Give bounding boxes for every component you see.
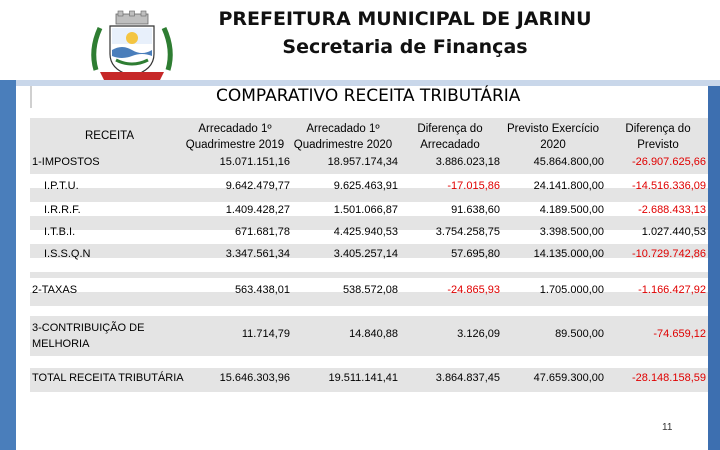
table-cell: -24.865,93	[447, 284, 500, 296]
table-cell: 18.957.174,34	[327, 156, 398, 168]
table-cell: 4.425.940,53	[333, 226, 398, 238]
left-accent-bar	[0, 80, 16, 450]
col-header-previsto: Previsto Exercício 2020	[506, 123, 600, 151]
table-cell: 3.347.561,34	[225, 248, 290, 260]
table-cell: 89.500,00	[555, 328, 604, 340]
table-cell: 671.681,78	[234, 226, 290, 238]
table-row-label: I.S.S.Q.N	[44, 248, 91, 260]
table-cell: 3.754.258,75	[435, 226, 500, 238]
table-cell: 57.695,80	[451, 248, 500, 260]
table-cell: 3.864.837,45	[435, 372, 500, 384]
table-row-label: I.R.R.F.	[44, 204, 81, 216]
table-row-label: 1-IMPOSTOS	[32, 156, 100, 168]
table-cell: -10.729.742,86	[631, 248, 706, 260]
table-row-label: I.P.T.U.	[44, 180, 79, 192]
table-cell: 14.135.000,00	[533, 248, 604, 260]
table-cell: -17.015,86	[447, 180, 500, 192]
table-cell: 9.625.463,91	[333, 180, 398, 192]
table-cell: 15.646.303,96	[219, 372, 290, 384]
table-cell: 3.398.500,00	[539, 226, 604, 238]
header-subtitle: Secretaria de Finanças	[282, 36, 528, 58]
report-title: COMPARATIVO RECEITA TRIBUTÁRIA	[216, 86, 521, 106]
table-cell: 1.027.440,53	[641, 226, 706, 238]
right-accent-bar	[708, 86, 720, 450]
col-header-arrecadado-2019: Arrecadado 1º Quadrimestre 2019	[185, 123, 285, 151]
table-row-label: 3-CONTRIBUIÇÃO DE MELHORIA	[32, 322, 145, 350]
row-separator	[30, 306, 708, 316]
col-header-receita: RECEITA	[85, 130, 134, 142]
table-cell: 1.705.000,00	[539, 284, 604, 296]
col-header-diferenca-arrecadado: Diferença do Arrecadado	[417, 123, 483, 151]
table-cell: 3.886.023,18	[435, 156, 500, 168]
row-separator	[30, 356, 708, 368]
table-cell: 4.189.500,00	[539, 204, 604, 216]
header-title: PREFEITURA MUNICIPAL DE JARINU	[218, 8, 592, 30]
thin-divider	[30, 86, 32, 108]
table-cell: 14.840,88	[349, 328, 398, 340]
table-cell: -2.688.433,13	[638, 204, 706, 216]
table-cell: -1.166.427,92	[638, 284, 706, 296]
table-cell: 1.409.428,27	[225, 204, 290, 216]
table-row-label: I.T.B.I.	[44, 226, 76, 238]
table-cell: 538.572,08	[342, 284, 398, 296]
table-row-label: 2-TAXAS	[32, 284, 78, 296]
revenue-table	[30, 118, 708, 392]
table-cell: -74.659,12	[653, 328, 706, 340]
row-separator	[30, 258, 708, 272]
table-cell: 1.501.066,87	[333, 204, 398, 216]
table-cell: 45.864.800,00	[533, 156, 604, 168]
col-header-arrecadado-2020: Arrecadado 1º Quadrimestre 2020	[293, 123, 393, 151]
table-row-label-total: TOTAL RECEITA TRIBUTÁRIA	[32, 372, 184, 384]
table-cell: -14.516.336,09	[631, 180, 706, 192]
table-cell: 91.638,60	[451, 204, 500, 216]
table-cell: 9.642.479,77	[225, 180, 290, 192]
table-cell: -28.148.158,59	[631, 372, 706, 384]
table-cell: 24.141.800,00	[533, 180, 604, 192]
table-cell: 15.071.151,16	[219, 156, 290, 168]
table-cell: 47.659.300,00	[533, 372, 604, 384]
table-cell: -26.907.625,66	[631, 156, 706, 168]
table-cell: 563.438,01	[234, 284, 290, 296]
col-header-diferenca-previsto: Diferença do Previsto	[625, 123, 691, 151]
table-cell: 11.714,79	[241, 328, 290, 340]
table-cell: 3.405.257,14	[333, 248, 398, 260]
table-cell: 3.126,09	[457, 328, 500, 340]
page-number: 11	[662, 422, 673, 433]
table-cell: 19.511.141,41	[328, 372, 398, 384]
